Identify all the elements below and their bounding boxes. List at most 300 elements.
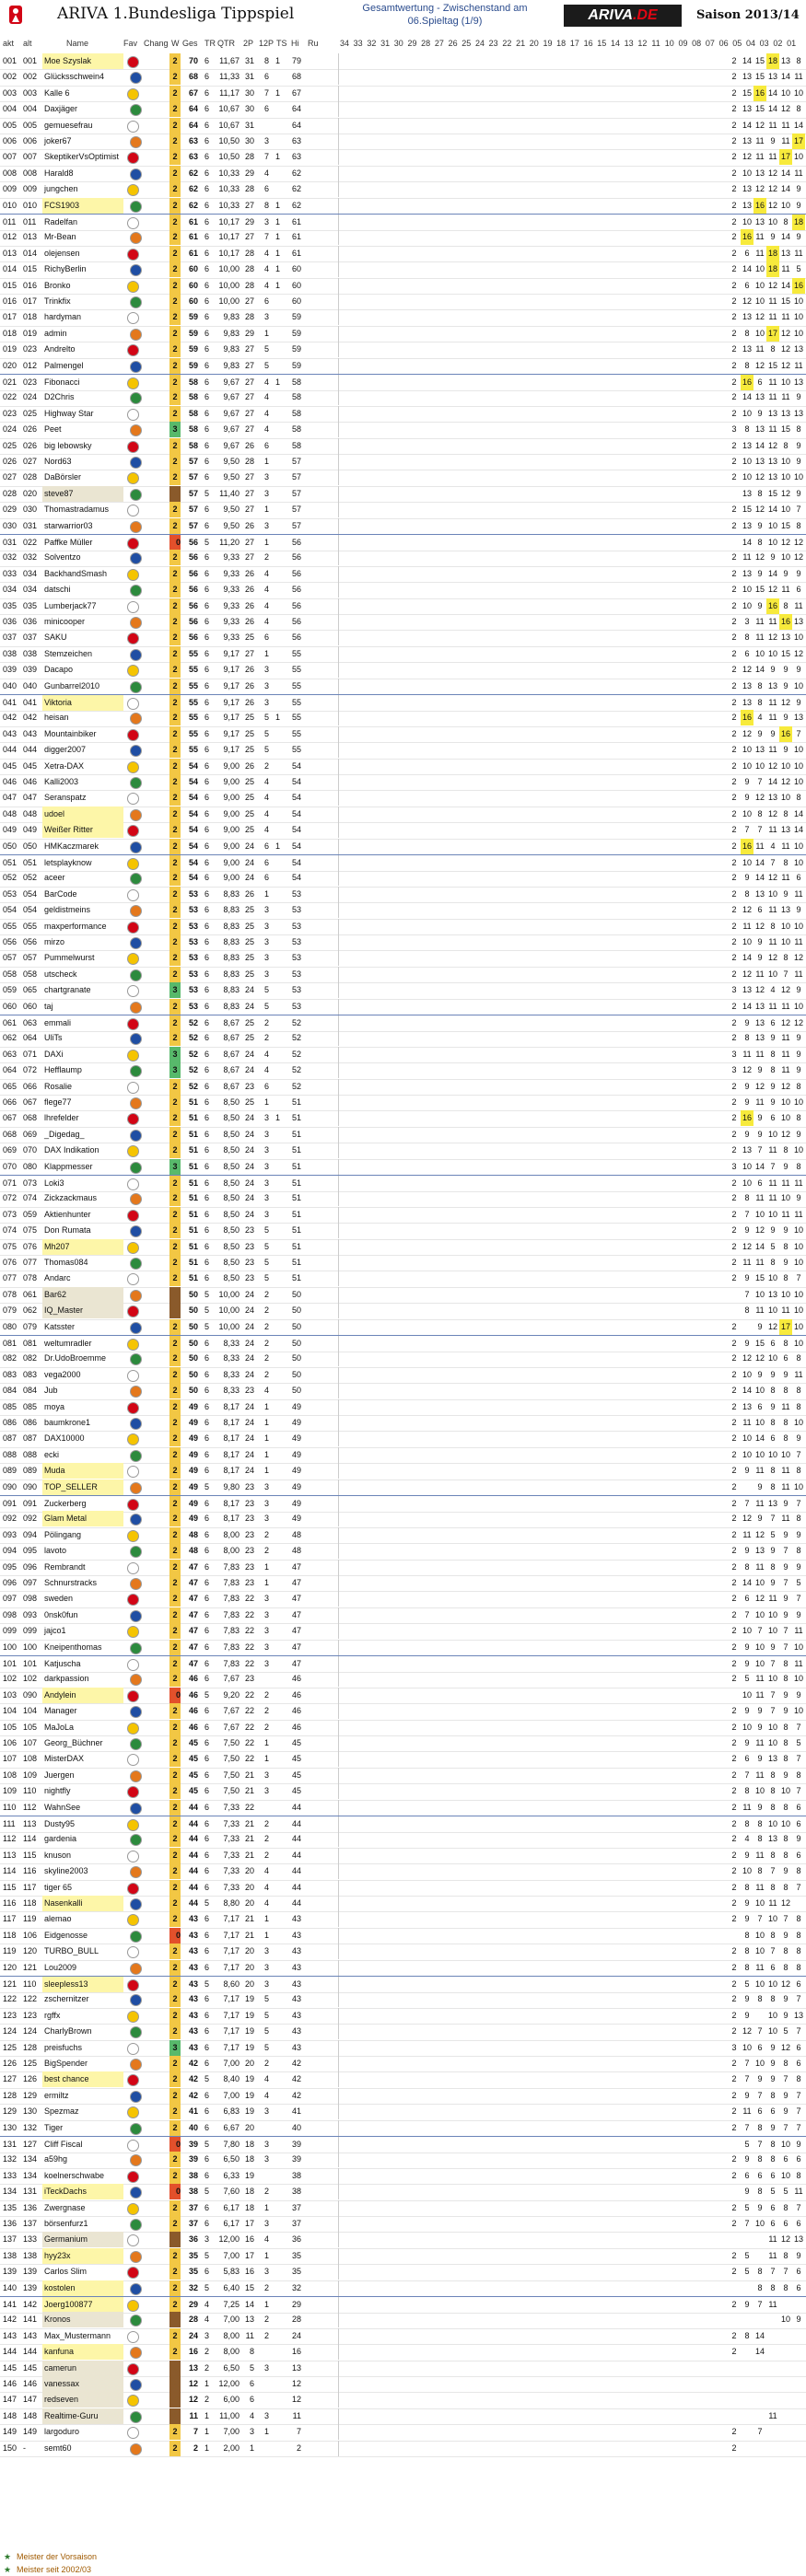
table-row[interactable] (0, 86, 806, 102)
player-name[interactable]: maxperformance (44, 921, 107, 931)
player-name[interactable]: big lebowsky (44, 440, 92, 450)
player-name[interactable]: Gunbarrel2010 (44, 680, 100, 690)
table-row[interactable] (0, 149, 806, 166)
player-name[interactable]: Glam Metal (42, 1511, 123, 1526)
table-row[interactable] (0, 887, 806, 903)
player-name[interactable]: gardenia (44, 1834, 77, 1844)
player-name[interactable]: starwarrior03 (44, 520, 93, 530)
table-row[interactable] (0, 2441, 806, 2457)
player-name[interactable]: DAX10000 (44, 1433, 85, 1444)
table-row[interactable] (0, 950, 806, 967)
two-point-tips: 26 (244, 760, 254, 771)
table-row[interactable] (0, 1751, 806, 1768)
table-row[interactable] (0, 550, 806, 566)
table-row[interactable] (0, 2152, 806, 2168)
table-row[interactable] (0, 1447, 806, 1464)
player-name[interactable]: hardyman (44, 312, 82, 322)
table-row[interactable] (0, 1383, 806, 1399)
player-name[interactable]: Carlos Slim (44, 2267, 88, 2277)
player-name[interactable]: darkpassion (44, 1674, 89, 1684)
table-row[interactable] (0, 2248, 806, 2265)
player-name[interactable]: WahnSee (44, 1802, 81, 1812)
player-name[interactable]: DAX Indikation (44, 1145, 99, 1155)
table-row[interactable] (0, 2024, 806, 2040)
table-row[interactable] (0, 2376, 806, 2393)
player-name[interactable]: Cliff Fiscal (44, 2140, 83, 2149)
player-name[interactable]: Joerg100877 (42, 2297, 123, 2313)
table-row[interactable] (0, 999, 806, 1015)
table-row[interactable] (0, 1047, 806, 1063)
player-name[interactable]: RichyBerlin (44, 264, 87, 274)
total-points: 38 (188, 2187, 198, 2197)
player-name[interactable]: knuson (44, 1850, 72, 1860)
player-name[interactable]: Zuckerberg (44, 1499, 87, 1508)
player-name[interactable]: lhrefelder (44, 1113, 79, 1123)
table-row[interactable] (0, 470, 806, 486)
table-row[interactable] (0, 630, 806, 646)
player-name[interactable]: jajco1 (44, 1626, 66, 1636)
table-row[interactable] (0, 934, 806, 951)
player-name[interactable]: jungchen (44, 184, 78, 194)
player-name[interactable]: Nord63 (44, 457, 72, 466)
table-row[interactable] (0, 1255, 806, 1271)
table-row[interactable] (0, 1623, 806, 1640)
player-name[interactable]: Realtime-Guru (42, 2408, 123, 2424)
table-row[interactable] (0, 1303, 806, 1319)
table-row[interactable] (0, 2280, 806, 2297)
table-row[interactable] (0, 2361, 806, 2377)
table-row[interactable] (0, 2344, 806, 2361)
player-name[interactable]: kanfuna (42, 2344, 123, 2360)
player-name[interactable]: _Digedag_ (44, 1129, 85, 1139)
table-row[interactable] (0, 309, 806, 326)
table-row[interactable] (0, 806, 806, 823)
table-row[interactable] (0, 198, 806, 215)
player-name[interactable]: koelnerschwabe (44, 2170, 105, 2180)
table-row[interactable] (0, 166, 806, 182)
table-row[interactable] (0, 261, 806, 278)
table-row[interactable] (0, 2008, 806, 2025)
player-name[interactable]: lavoto (44, 1546, 67, 1556)
table-row[interactable] (0, 2104, 806, 2120)
player-name[interactable]: Pummelwurst (44, 953, 95, 963)
player-name[interactable]: moya (44, 1401, 65, 1411)
table-row[interactable] (0, 1543, 806, 1560)
table-row[interactable] (0, 1527, 806, 1544)
table-row[interactable] (0, 2216, 806, 2233)
table-row[interactable] (0, 2408, 806, 2425)
table-row[interactable] (0, 133, 806, 150)
player-name[interactable]: Kalle 6 (44, 87, 70, 98)
player-name[interactable]: Max_Mustermann (44, 2330, 111, 2340)
two-point-tips: 20 (244, 1882, 254, 1892)
player-name[interactable]: UliTs (44, 1033, 63, 1043)
matchdays-played: 6 (204, 1449, 209, 1459)
player-name[interactable]: DAXi (44, 1049, 64, 1059)
table-row[interactable] (0, 486, 806, 503)
player-name[interactable]: Seranspatz (44, 793, 87, 803)
twelve-point-tips: 3 (263, 1499, 269, 1508)
player-name[interactable]: Glücksschwein4 (44, 72, 105, 82)
player-name[interactable]: camerun (42, 2361, 123, 2376)
player-name[interactable]: Manager (44, 1706, 77, 1716)
table-row[interactable] (0, 822, 806, 839)
table-row[interactable] (0, 1030, 806, 1047)
table-row[interactable] (0, 839, 806, 855)
table-row[interactable] (0, 502, 806, 518)
player-name[interactable]: minicooper (44, 617, 86, 626)
player-name[interactable]: admin (44, 328, 67, 338)
player-name[interactable]: Daxjäger (44, 104, 78, 114)
table-row[interactable] (0, 246, 806, 262)
player-name[interactable]: weltumradler (44, 1339, 92, 1348)
table-row[interactable] (0, 2071, 806, 2088)
player-name[interactable]: Dr.UdoBroemme (44, 1353, 107, 1363)
rank-current: 002 (3, 72, 18, 82)
player-name[interactable]: Solventzo (44, 552, 81, 563)
table-row[interactable] (0, 1960, 806, 1977)
table-row[interactable] (0, 1607, 806, 1624)
table-row[interactable] (0, 1511, 806, 1527)
table-row[interactable] (0, 2184, 806, 2200)
table-row[interactable] (0, 1319, 806, 1336)
player-name[interactable]: TOP_SELLER (42, 1479, 123, 1495)
player-name[interactable]: SkeptikerVsOptimist (44, 152, 120, 162)
player-name[interactable]: heisan (44, 713, 69, 723)
player-name[interactable]: Andrelto (44, 344, 76, 354)
player-name[interactable]: Andylein (42, 1688, 123, 1703)
table-row[interactable] (0, 2088, 806, 2105)
ariva-logo[interactable] (564, 5, 682, 27)
player-name[interactable]: rgffx (44, 2010, 61, 2020)
player-name[interactable]: sleepless13 (42, 1977, 123, 1992)
table-row[interactable] (0, 2312, 806, 2328)
table-row[interactable] (0, 1143, 806, 1159)
player-name[interactable]: Bronko (44, 280, 71, 290)
table-row[interactable] (0, 1239, 806, 1256)
player-name[interactable]: sweden (44, 1594, 74, 1604)
table-row[interactable] (0, 326, 806, 342)
player-name[interactable]: Palmengel (44, 360, 84, 370)
table-row[interactable] (0, 1110, 806, 1127)
player-name[interactable]: largoduro (44, 2427, 80, 2437)
table-row[interactable] (0, 2424, 806, 2441)
table-row[interactable] (0, 2264, 806, 2280)
table-row[interactable] (0, 2040, 806, 2057)
player-name[interactable]: skyline2003 (44, 1866, 88, 1876)
player-name[interactable]: hyy23x (42, 2248, 123, 2264)
table-row[interactable] (0, 2392, 806, 2408)
player-name[interactable]: TURBO_BULL (44, 1946, 99, 1956)
table-row[interactable] (0, 1591, 806, 1607)
table-row[interactable] (0, 662, 806, 679)
player-name[interactable]: aceer (44, 873, 65, 883)
player-name[interactable]: chartgranate (44, 985, 91, 995)
table-row[interactable] (0, 790, 806, 806)
table-row[interactable] (0, 53, 806, 70)
table-row[interactable] (0, 181, 806, 198)
table-row[interactable] (0, 1127, 806, 1143)
player-name[interactable]: Spezmaz (44, 2106, 79, 2117)
player-name[interactable]: zschernitzer (44, 1994, 89, 2004)
rank-previous: 019 (23, 328, 38, 338)
player-name[interactable]: ermiltz (44, 2090, 69, 2100)
player-name[interactable]: Don Rumata (44, 1225, 91, 1236)
highest-score: 50 (291, 1386, 301, 1396)
player-name[interactable]: DaBörsler (44, 472, 82, 482)
table-row[interactable] (0, 2168, 806, 2185)
table-row[interactable] (0, 1463, 806, 1479)
player-name[interactable]: BarCode (44, 888, 77, 899)
matchday-points (728, 101, 806, 117)
table-row[interactable] (0, 229, 806, 246)
table-row[interactable] (0, 1560, 806, 1576)
player-name[interactable]: Kronos (42, 2312, 123, 2327)
table-row[interactable] (0, 742, 806, 759)
player-name[interactable]: Pölingang (44, 1529, 82, 1539)
player-name[interactable]: Rembrandt (44, 1561, 86, 1572)
table-row[interactable] (0, 582, 806, 598)
table-row[interactable] (0, 1415, 806, 1432)
table-row[interactable] (0, 1431, 806, 1447)
player-name[interactable]: MisterDAX (44, 1754, 85, 1764)
player-name[interactable]: Hefflaump (44, 1065, 82, 1075)
player-name[interactable]: Weißer Ritter (42, 822, 123, 838)
table-row[interactable] (0, 2328, 806, 2345)
player-name[interactable]: Kneipenthomas (44, 1642, 102, 1652)
player-name[interactable]: Muda (42, 1463, 123, 1479)
table-row[interactable] (0, 1783, 806, 1800)
player-name[interactable]: FCS1903 (42, 198, 123, 214)
player-name[interactable]: Lumberjack77 (44, 600, 97, 610)
player-name[interactable]: Eidgenosse (44, 1930, 88, 1940)
table-row[interactable] (0, 1848, 806, 1864)
player-name[interactable]: Radelfan (44, 217, 78, 226)
player-name[interactable]: Moe Szyslak (42, 53, 123, 69)
player-name[interactable]: datschi (44, 585, 71, 595)
player-name[interactable]: mirzo (44, 937, 64, 946)
player-name[interactable]: CharlyBrown (44, 2026, 92, 2036)
table-row[interactable] (0, 1688, 806, 1704)
top-scores: 1 (275, 841, 280, 851)
table-row[interactable] (0, 598, 806, 615)
table-row[interactable] (0, 902, 806, 919)
table-row[interactable] (0, 2056, 806, 2072)
table-row[interactable] (0, 518, 806, 535)
player-name[interactable]: utscheck (44, 969, 77, 979)
table-row[interactable] (0, 1703, 806, 1720)
matchday-grid (338, 53, 726, 69)
table-row[interactable] (0, 1720, 806, 1736)
table-row[interactable] (0, 774, 806, 791)
player-name[interactable]: kostolen (42, 2280, 123, 2296)
table-row[interactable] (0, 646, 806, 663)
table-row[interactable] (0, 1190, 806, 1207)
player-name[interactable]: IQ_Master (42, 1303, 123, 1318)
table-row[interactable] (0, 1479, 806, 1496)
table-row[interactable] (0, 1928, 806, 1944)
player-name[interactable]: Jub (44, 1386, 58, 1396)
player-name[interactable]: geldistmeins (44, 905, 91, 915)
player-name[interactable]: Kalli2003 (44, 777, 79, 786)
player-name[interactable]: Paffke Müller (44, 538, 93, 547)
player-name[interactable]: Loki3 (44, 1178, 64, 1188)
player-name[interactable]: MaJoLa (44, 1722, 75, 1732)
table-row[interactable] (0, 294, 806, 310)
player-name[interactable]: Highway Star (44, 408, 94, 418)
table-row[interactable] (0, 1911, 806, 1928)
table-row[interactable] (0, 69, 806, 86)
table-row[interactable] (0, 1863, 806, 1880)
table-row[interactable] (0, 101, 806, 118)
table-row[interactable] (0, 1800, 806, 1816)
player-name[interactable]: Viktoria (42, 695, 123, 711)
player-name[interactable]: Andarc (44, 1273, 71, 1283)
player-name[interactable]: redseven (42, 2392, 123, 2408)
player-name[interactable]: Mountainbiker (44, 728, 97, 738)
table-row[interactable] (0, 342, 806, 358)
player-name[interactable]: Mh207 (42, 1239, 123, 1255)
table-row[interactable] (0, 870, 806, 887)
player-name[interactable]: best chance (42, 2071, 123, 2087)
player-name[interactable]: Fibonacci (44, 377, 80, 387)
table-row[interactable] (0, 1079, 806, 1096)
table-row[interactable] (0, 422, 806, 438)
player-name[interactable]: preisfuchs (44, 2042, 83, 2052)
table-row[interactable] (0, 1287, 806, 1304)
player-name[interactable]: baumkrone1 (44, 1418, 91, 1427)
table-row[interactable] (0, 710, 806, 726)
player-name[interactable]: Zwergnase (44, 2202, 86, 2212)
player-name[interactable]: vega2000 (44, 1369, 81, 1379)
table-row[interactable] (0, 1880, 806, 1897)
player-name[interactable]: Germanium (42, 2232, 123, 2247)
player-name[interactable]: Dusty95 (44, 1819, 76, 1828)
player-name[interactable]: BackhandSmash (44, 568, 108, 578)
player-name[interactable]: Dacapo (44, 665, 74, 675)
table-row[interactable] (0, 1159, 806, 1176)
table-row[interactable] (0, 982, 806, 999)
player-name[interactable]: Trinkfix (44, 296, 71, 306)
two-point-tips: 23 (244, 1225, 254, 1236)
table-row[interactable] (0, 2200, 806, 2217)
player-name[interactable]: Zickzackmaus (44, 1193, 98, 1203)
weekly-points: 0 (169, 2361, 181, 2376)
table-row[interactable] (0, 438, 806, 455)
table-row[interactable] (0, 1735, 806, 1752)
player-name[interactable]: SAKU (44, 632, 67, 643)
player-name[interactable]: letsplayknow (44, 858, 92, 867)
player-name[interactable]: semt60 (44, 2443, 72, 2453)
player-name[interactable]: ecki (44, 1449, 60, 1459)
table-row[interactable] (0, 967, 806, 983)
table-row[interactable] (0, 1575, 806, 1592)
table-row[interactable] (0, 2120, 806, 2137)
player-name[interactable]: emmali (44, 1018, 72, 1027)
player-name[interactable]: Klappmesser (44, 1161, 93, 1171)
player-name[interactable]: Bar62 (42, 1287, 123, 1303)
table-row[interactable] (0, 1896, 806, 1912)
player-name[interactable]: D2Chris (44, 392, 75, 402)
player-name[interactable]: vanessax (42, 2376, 123, 2392)
player-name[interactable]: Xetra-DAX (44, 760, 85, 771)
table-row[interactable] (0, 1207, 806, 1224)
player-name[interactable]: olejensen (44, 248, 80, 258)
player-name[interactable]: joker67 (44, 136, 72, 145)
table-row[interactable] (0, 1367, 806, 1384)
table-row[interactable] (0, 1991, 806, 2008)
table-row[interactable] (0, 759, 806, 775)
table-row[interactable] (0, 1095, 806, 1111)
table-row[interactable] (0, 1640, 806, 1656)
player-name[interactable]: nightfly (44, 1786, 71, 1796)
player-name[interactable]: Rosalie (44, 1081, 73, 1091)
table-row[interactable] (0, 1271, 806, 1287)
player-name[interactable]: Thomastradamus (44, 505, 110, 515)
player-name[interactable]: iTeckDachs (42, 2184, 123, 2199)
player-name[interactable]: alemao (44, 1914, 72, 1924)
player-name[interactable]: Juergen (44, 1770, 75, 1780)
player-name[interactable]: BigSpender (44, 2059, 88, 2068)
player-name[interactable]: HMKaczmarek (44, 841, 99, 851)
table-row[interactable] (0, 454, 806, 470)
player-name[interactable]: Schnurstracks (44, 1578, 98, 1587)
player-name[interactable]: börsenfurz1 (44, 2219, 88, 2228)
table-row[interactable] (0, 1944, 806, 1960)
player-name[interactable]: digger2007 (44, 745, 87, 755)
table-row[interactable] (0, 919, 806, 935)
player-name[interactable]: Mr-Bean (44, 232, 76, 242)
player-name[interactable]: tiger 65 (44, 1882, 73, 1892)
player-name[interactable]: a59hg (44, 2154, 68, 2164)
table-row[interactable] (0, 679, 806, 695)
player-name[interactable]: gemuesefrau (44, 120, 93, 130)
table-row[interactable] (0, 358, 806, 375)
table-row[interactable] (0, 1351, 806, 1367)
player-name[interactable]: Stemzeichen (44, 648, 93, 658)
player-name[interactable]: Tiger (44, 2122, 64, 2132)
player-name[interactable]: Thomas084 (44, 1258, 88, 1267)
player-name[interactable]: 0nsk0fun (44, 1609, 78, 1619)
player-name[interactable]: flege77 (44, 1097, 72, 1107)
table-row[interactable] (0, 1831, 806, 1848)
table-row[interactable] (0, 726, 806, 743)
player-name[interactable]: Harald8 (44, 168, 74, 178)
table-row[interactable] (0, 2232, 806, 2248)
player-name[interactable]: Lou2009 (44, 1962, 77, 1972)
table-row[interactable] (0, 406, 806, 423)
player-name[interactable]: Georg_Büchner (44, 1738, 103, 1747)
player-name[interactable]: Katjuscha (44, 1659, 81, 1668)
table-row[interactable] (0, 118, 806, 134)
table-row[interactable] (0, 1671, 806, 1688)
table-row[interactable] (0, 566, 806, 583)
table-row[interactable] (0, 278, 806, 295)
player-name[interactable]: taj (44, 1001, 53, 1011)
table-row[interactable] (0, 1399, 806, 1416)
player-name[interactable]: Aktienhunter (44, 1209, 91, 1219)
table-row[interactable] (0, 1062, 806, 1079)
player-name[interactable]: Katsster (44, 1321, 76, 1331)
player-name[interactable]: Peet (44, 424, 62, 435)
table-row[interactable] (0, 1768, 806, 1784)
table-row[interactable] (0, 1223, 806, 1239)
player-name[interactable]: udoel (42, 806, 123, 822)
player-name[interactable]: steve87 (42, 486, 123, 502)
table-row[interactable] (0, 614, 806, 631)
player-name[interactable]: Nasenkalli (42, 1896, 123, 1911)
table-row[interactable] (0, 389, 806, 406)
